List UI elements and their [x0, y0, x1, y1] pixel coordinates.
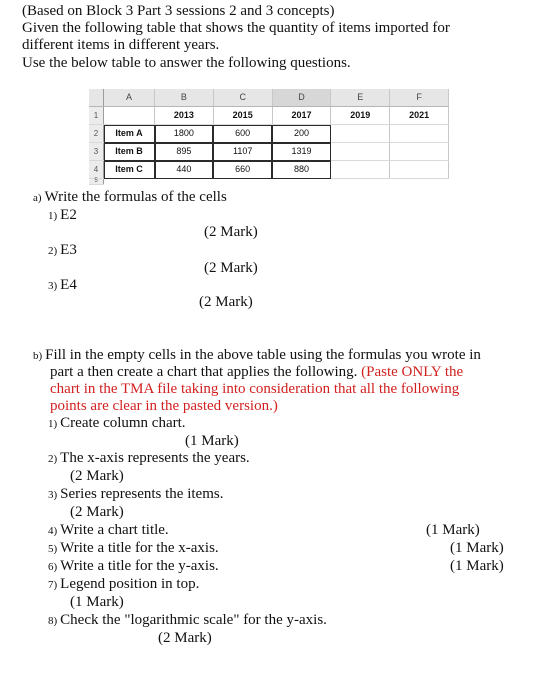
item-number: 1) — [48, 418, 58, 430]
empty-row — [104, 179, 449, 185]
data-cell — [390, 125, 449, 143]
item-mark: (2 Mark) — [158, 630, 212, 646]
q-text: E4 — [60, 277, 77, 293]
part-a-q1 — [48, 207, 77, 225]
item-mark: (2 Mark) — [70, 468, 124, 484]
requirement-item — [48, 450, 250, 468]
item-label: Item B — [104, 143, 155, 161]
item-text: Series represents the items. — [60, 486, 224, 502]
part-a-marker: a) — [33, 192, 42, 204]
part-a-q1-mark: (2 Mark) — [204, 224, 258, 240]
q-number: 3) — [48, 280, 58, 292]
year-cell: 2019 — [331, 107, 390, 125]
requirement-item — [48, 612, 327, 630]
col-header-d: D — [272, 89, 331, 107]
data-cell: 660 — [213, 161, 272, 179]
row-number: 3 — [89, 143, 104, 161]
cell-a1 — [104, 107, 155, 125]
item-label: Item A — [104, 125, 155, 143]
part-b-marker: b) — [33, 350, 43, 362]
item-text: The x-axis represents the years. — [60, 450, 250, 466]
part-b-line-3: chart in the TMA file taking into consideration that all the following — [50, 381, 460, 397]
requirement-item — [48, 540, 219, 558]
item-label: Item C — [104, 161, 155, 179]
item-number: 5) — [48, 543, 58, 555]
item-mark: (1 Mark) — [70, 594, 124, 610]
data-cell — [331, 143, 390, 161]
year-cell: 2015 — [213, 107, 272, 125]
part-b-line-4: points are clear in the pasted version.) — [50, 398, 278, 414]
part-a-text: Write the formulas of the cells — [44, 189, 227, 205]
q-number: 1) — [48, 210, 58, 222]
part-a-q2-mark: (2 Mark) — [204, 260, 258, 276]
requirement-item — [48, 415, 186, 433]
item-number: 8) — [48, 615, 58, 627]
data-cell — [331, 161, 390, 179]
item-text: Legend position in top. — [60, 576, 200, 592]
data-cell: 600 — [213, 125, 272, 143]
part-a-heading — [33, 189, 227, 207]
item-mark: (2 Mark) — [70, 504, 124, 520]
part-a-q2 — [48, 242, 77, 260]
q-number: 2) — [48, 245, 58, 257]
data-cell: 895 — [155, 143, 214, 161]
item-text: Write a title for the x-axis. — [60, 540, 219, 556]
item-mark: (1 Mark) — [450, 558, 504, 574]
data-cell: 1800 — [155, 125, 214, 143]
item-number: 7) — [48, 579, 58, 591]
item-number: 6) — [48, 561, 58, 573]
requirement-item — [48, 522, 169, 540]
data-cell — [390, 161, 449, 179]
item-number: 3) — [48, 489, 58, 501]
item-mark: (1 Mark) — [185, 433, 239, 449]
part-a-q3 — [48, 277, 77, 295]
row-number: 4 — [89, 161, 104, 179]
requirement-item — [48, 486, 223, 504]
data-cell: 880 — [272, 161, 331, 179]
year-cell: 2021 — [390, 107, 449, 125]
item-mark: (1 Mark) — [426, 522, 480, 538]
intro-line-2: Given the following table that shows the quantity of items imported for — [22, 20, 450, 36]
intro-line-1: (Based on Block 3 Part 3 sessions 2 and 3 concepts) — [22, 3, 335, 19]
item-text: Create column chart. — [60, 415, 186, 431]
data-cell: 440 — [155, 161, 214, 179]
row-number: 1 — [89, 107, 104, 125]
year-cell: 2017 — [272, 107, 331, 125]
year-cell: 2013 — [155, 107, 214, 125]
data-cell: 1319 — [272, 143, 331, 161]
item-number: 4) — [48, 525, 58, 537]
data-cell — [331, 125, 390, 143]
requirement-item — [48, 576, 199, 594]
spreadsheet-table — [89, 89, 449, 185]
data-cell — [390, 143, 449, 161]
part-b-line-2 — [50, 364, 463, 381]
row-number: 5 — [89, 179, 104, 185]
item-text: Write a title for the y-axis. — [60, 558, 219, 574]
col-header-a: A — [104, 89, 155, 107]
item-mark: (1 Mark) — [450, 540, 504, 556]
corner-cell — [89, 89, 104, 107]
item-number: 2) — [48, 453, 58, 465]
col-header-c: C — [213, 89, 272, 107]
data-cell: 1107 — [213, 143, 272, 161]
row-number: 2 — [89, 125, 104, 143]
intro-line-4: Use the below table to answer the following questions. — [22, 55, 351, 71]
part-b-text: Fill in the empty cells in the above table using the formulas you wrote in — [45, 347, 481, 363]
col-header-e: E — [331, 89, 390, 107]
item-text: Write a chart title. — [60, 522, 169, 538]
part-a-q3-mark: (2 Mark) — [199, 294, 253, 310]
part-b-line-1 — [33, 347, 481, 365]
intro-line-3: different items in different years. — [22, 37, 220, 53]
col-header-f: F — [390, 89, 449, 107]
part-b-text: part a then create a chart that applies the following. — [50, 364, 358, 380]
requirement-item — [48, 558, 219, 576]
data-cell: 200 — [272, 125, 331, 143]
q-text: E3 — [60, 242, 77, 258]
q-text: E2 — [60, 207, 77, 223]
item-text: Check the "logarithmic scale" for the y-axis. — [60, 612, 327, 628]
col-header-b: B — [155, 89, 214, 107]
part-b-red-text: (Paste ONLY the — [361, 364, 464, 380]
